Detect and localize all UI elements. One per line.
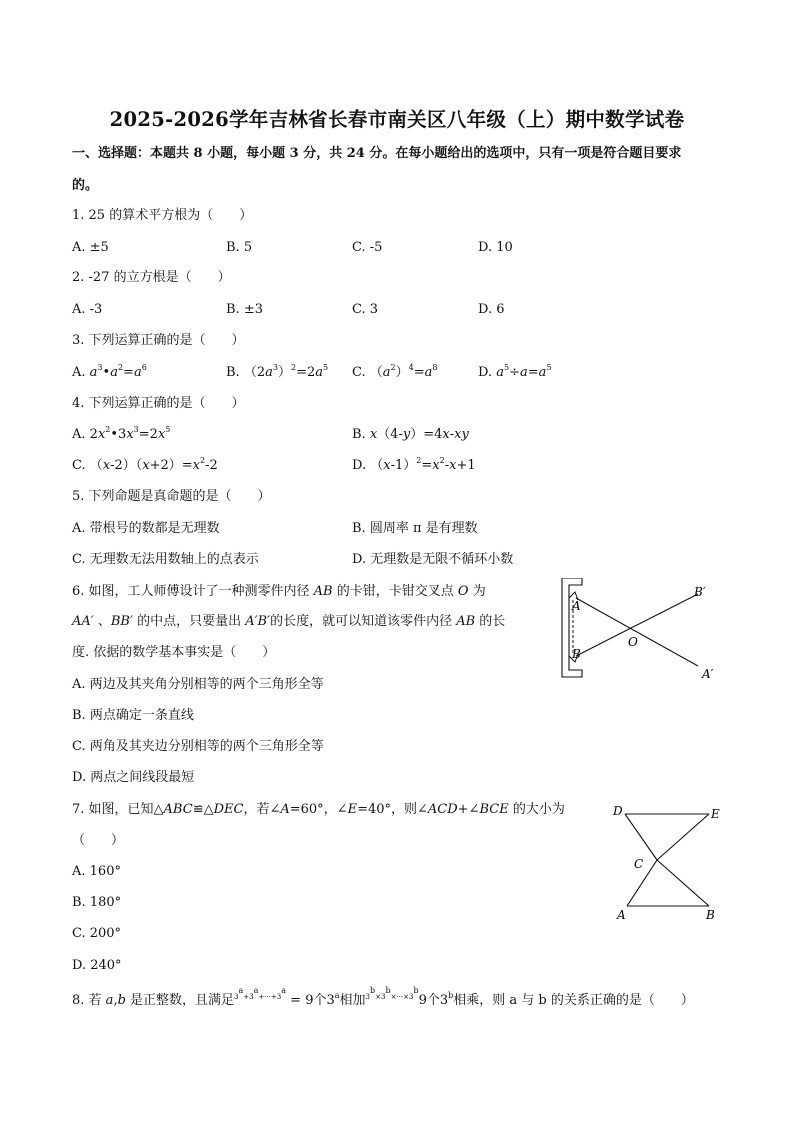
question-2-stem: 2. -27 的立方根是（ ） [72, 270, 231, 285]
q7-option-b: B. 180° [72, 895, 122, 910]
question-7-stem: 7. 如图，已知△ABC≌△DEC，若∠A=60°，∠E=40°，则∠ACD+∠BCE 的大小为 [72, 802, 565, 817]
q5-option-b: B. 圆周率 π 是有理数 [352, 521, 478, 536]
label-b: B [706, 908, 715, 922]
q6-option-c: C. 两角及其夹边分别相等的两个三角形全等 [72, 739, 324, 754]
q3-option-c: C. $(a^2)^4=a^8$ [352, 363, 438, 380]
question-3-stem: 3. 下列运算正确的是（ ） [72, 333, 245, 348]
q2-option-d: D. 6 [478, 302, 505, 317]
question-1-stem: 1. 25 的算术平方根为（ ） [72, 208, 253, 223]
question-8-stem: 8. 若 a,b 是正整数，且满足$^{3^a+3^a+\cdot\cdot\cdot+3^a}$ = 9个3$^a$相加$^{3^b\times 3^b\times\cdot\cdot\cdot\times 3^b}$9个3$^b$相乘，则 a 与 b 的关系正确的是（ ） [72, 986, 694, 1008]
question-6-stem-cont2: 度. 依据的数学基本事实是（ ） [72, 645, 276, 660]
label-a: A [572, 599, 581, 613]
question-6-stem: 6. 如图，工人师傅设计了一种测零件内径 AB 的卡钳，卡钳交叉点 O 为 [72, 584, 486, 599]
question-5-stem: 5. 下列命题是真命题的是（ ） [72, 489, 271, 504]
q3-option-a: A. $a^3•a^2=a^6$ [72, 363, 147, 380]
question-4-stem: 4. 下列运算正确的是（ ） [72, 396, 245, 411]
question-6-stem-cont: AA′ 、BB′ 的中点，只要量出 A′B′的长度，就可以知道该零件内径 AB 的长 [72, 614, 506, 629]
q4-option-b: B. x（4-y）=4x-xy [352, 427, 469, 442]
q7-option-d: D. 240° [72, 958, 122, 973]
label-b-prime: B′ [694, 585, 706, 599]
q1-option-d: D. 10 [478, 240, 513, 255]
q1-option-a: A. ±5 [72, 240, 109, 255]
q5-option-d: D. 无理数是无限不循环小数 [352, 552, 514, 567]
label-b: B [572, 647, 581, 661]
part-outline [562, 578, 582, 677]
q5-option-c: C. 无理数无法用数轴上的点表示 [72, 552, 259, 567]
q5-option-a: A. 带根号的数都是无理数 [72, 521, 220, 536]
label-e: E [711, 807, 720, 821]
segment-ce [657, 814, 709, 860]
section-heading: 一、选择题：本题共 8 小题，每小题 3 分，共 24 分。在每小题给出的选项中，只有一项是符合题目要求 [72, 146, 682, 161]
q2-option-c: C. 3 [352, 302, 379, 317]
triangles-figure [605, 800, 730, 925]
q7-option-a: A. 160° [72, 864, 121, 879]
label-a-prime: A′ [702, 667, 714, 681]
q3-option-b: B. $(2a^3)^2=2a^5$ [226, 363, 329, 380]
q3-option-d: D. $a^5\div a=a^5$ [478, 363, 552, 380]
leg-aa [576, 598, 698, 666]
label-d: D [613, 804, 623, 818]
section-heading-cont: 的。 [72, 178, 99, 193]
q2-option-a: A. -3 [72, 302, 103, 317]
q2-option-b: B. ±3 [226, 302, 263, 317]
label-a: A [617, 908, 626, 922]
q4-option-a: A. $2x^2•3x^3=2x^5$ [72, 425, 171, 442]
q4-option-d: D. $(x-1)^2=x^2-x+1$ [352, 456, 476, 473]
page-title: 2025-2026学年吉林省长春市南关区八年级（上）期中数学试卷 [109, 108, 685, 131]
q6-option-b: B. 两点确定一条直线 [72, 708, 194, 723]
q1-option-b: B. 5 [226, 240, 253, 255]
segment-cb [657, 860, 709, 906]
q6-option-d: D. 两点之间线段最短 [72, 770, 195, 785]
label-c: C [634, 857, 644, 871]
caliper-figure [548, 578, 728, 683]
q7-option-c: C. 200° [72, 926, 122, 941]
label-o: O [628, 635, 638, 649]
q4-option-c: C. $(x-2)(x+2)=x^2-2$ [72, 456, 218, 473]
q1-option-c: C. -5 [352, 240, 383, 255]
q6-option-a: A. 两边及其夹角分别相等的两个三角形全等 [72, 677, 324, 692]
question-7-stem-cont: （ ） [72, 833, 125, 848]
segment-dc [625, 814, 657, 860]
